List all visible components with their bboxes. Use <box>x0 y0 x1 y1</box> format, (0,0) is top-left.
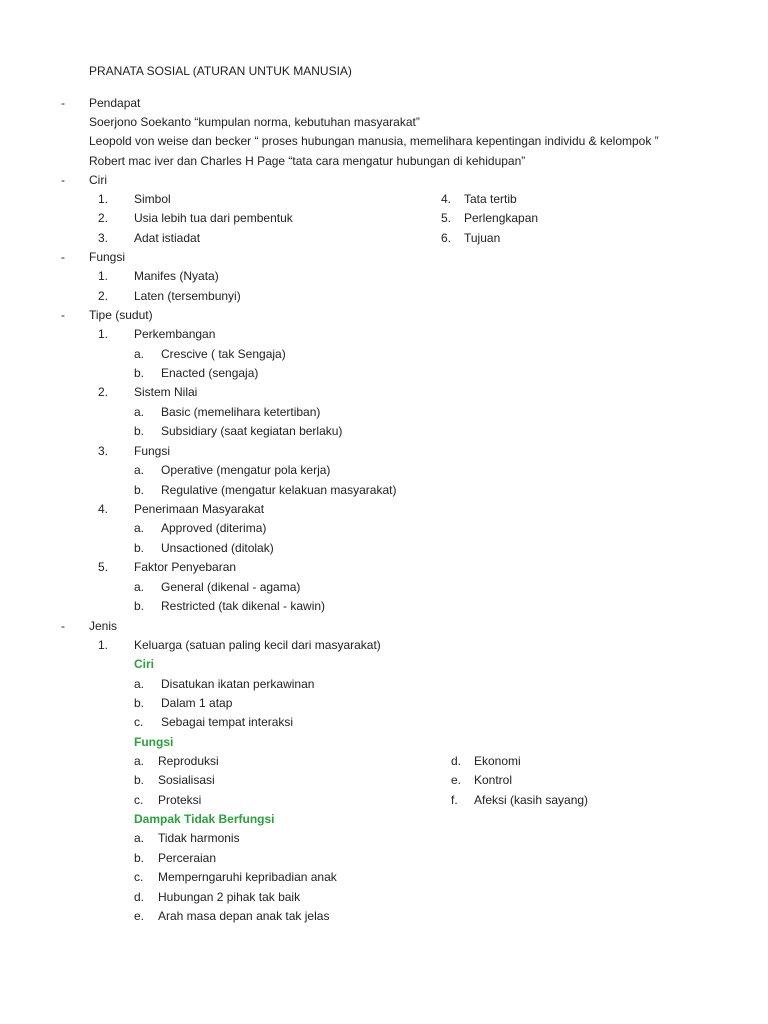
list-item: Sistem Nilai <box>134 385 198 399</box>
sub-letter: c. <box>134 715 144 729</box>
page-title: PRANATA SOSIAL (ATURAN UNTUK MANUSIA) <box>89 64 352 78</box>
sub-letter: a. <box>134 347 145 361</box>
sub-letter: a. <box>134 580 145 594</box>
sub-item: Operative (mengatur pola kerja) <box>161 463 331 477</box>
sub-item: Perceraian <box>158 851 217 865</box>
list-number: 3. <box>98 444 109 458</box>
list-number: 5. <box>98 560 109 574</box>
list-item: Manifes (Nyata) <box>134 269 219 283</box>
bullet-dash: - <box>61 619 65 633</box>
section-heading-fungsi: Fungsi <box>89 250 126 264</box>
list-item: Perlengkapan <box>464 211 539 225</box>
sub-letter: d. <box>134 890 145 904</box>
sub-letter: b. <box>134 599 145 613</box>
list-number: 1. <box>98 192 109 206</box>
sub-letter: a. <box>134 463 145 477</box>
sub-item: Subsidiary (saat kegiatan berlaku) <box>161 424 343 438</box>
sub-item: Ekonomi <box>474 754 521 768</box>
list-number: 1. <box>98 327 109 341</box>
sub-item: Tidak harmonis <box>158 831 240 845</box>
sub-letter: b. <box>134 541 145 555</box>
opinion-line: Leopold von weise dan becker “ proses hubungan manusia, memelihara kepentingan individu & kelompok ” <box>89 134 659 148</box>
sub-item: Dalam 1 atap <box>161 696 233 710</box>
sub-letter: a. <box>134 831 145 845</box>
bullet-dash: - <box>61 308 65 322</box>
subheading-ciri: Ciri <box>134 657 155 671</box>
list-number: 2. <box>98 211 109 225</box>
sub-item: Disatukan ikatan perkawinan <box>161 677 315 691</box>
list-number: 6. <box>441 231 452 245</box>
sub-item: Arah masa depan anak tak jelas <box>158 909 330 923</box>
sub-letter: b. <box>134 424 145 438</box>
sub-item: Enacted (sengaja) <box>161 366 259 380</box>
list-number: 2. <box>98 385 109 399</box>
sub-letter: c. <box>134 870 144 884</box>
sub-item: Unsactioned (ditolak) <box>161 541 274 555</box>
sub-item: Regulative (mengatur kelakuan masyarakat) <box>161 483 397 497</box>
list-number: 5. <box>441 211 452 225</box>
list-number: 1. <box>98 638 109 652</box>
opinion-line: Robert mac iver dan Charles H Page “tata cara mengatur hubungan di kehidupan” <box>89 154 526 168</box>
sub-item: Hubungan 2 pihak tak baik <box>158 890 301 904</box>
sub-item: Sebagai tempat interaksi <box>161 715 294 729</box>
section-heading-ciri: Ciri <box>89 173 107 187</box>
list-number: 2. <box>98 289 109 303</box>
list-item: Simbol <box>134 192 171 206</box>
sub-letter: b. <box>134 483 145 497</box>
list-item: Penerimaan Masyarakat <box>134 502 265 516</box>
sub-item: Approved (diterima) <box>161 521 267 535</box>
sub-item: Reproduksi <box>158 754 219 768</box>
sub-letter: a. <box>134 754 145 768</box>
sub-letter: d. <box>451 754 462 768</box>
sub-letter: c. <box>134 793 144 807</box>
sub-item: Crescive ( tak Sengaja) <box>161 347 286 361</box>
sub-item: Kontrol <box>474 773 513 787</box>
list-number: 4. <box>98 502 109 516</box>
list-item: Perkembangan <box>134 327 216 341</box>
list-number: 3. <box>98 231 109 245</box>
sub-letter: b. <box>134 851 145 865</box>
sub-letter: b. <box>134 696 145 710</box>
sub-item: General (dikenal - agama) <box>161 580 301 594</box>
sub-letter: a. <box>134 521 145 535</box>
list-item: Adat istiadat <box>134 231 201 245</box>
list-item: Usia lebih tua dari pembentuk <box>134 211 293 225</box>
opinion-line: Soerjono Soekanto “kumpulan norma, kebutuhan masyarakat” <box>89 115 420 129</box>
bullet-dash: - <box>61 250 65 264</box>
sub-item: Afeksi (kasih sayang) <box>474 793 589 807</box>
sub-item: Sosialisasi <box>158 773 215 787</box>
list-item: Keluarga (satuan paling kecil dari masyarakat) <box>134 638 381 652</box>
sub-item: Restricted (tak dikenal - kawin) <box>161 599 326 613</box>
list-item: Laten (tersembunyi) <box>134 289 241 303</box>
sub-letter: f. <box>451 793 458 807</box>
sub-letter: a. <box>134 677 145 691</box>
subheading-fungsi: Fungsi <box>134 735 174 749</box>
list-number: 4. <box>441 192 452 206</box>
sub-item: Proteksi <box>158 793 202 807</box>
sub-letter: e. <box>451 773 462 787</box>
sub-item: Memperngaruhi kepribadian anak <box>158 870 337 884</box>
section-heading-pendapat: Pendapat <box>89 96 141 110</box>
sub-letter: b. <box>134 366 145 380</box>
sub-letter: e. <box>134 909 145 923</box>
list-item: Fungsi <box>134 444 171 458</box>
sub-letter: a. <box>134 405 145 419</box>
list-item: Tata tertib <box>464 192 517 206</box>
list-number: 1. <box>98 269 109 283</box>
bullet-dash: - <box>61 173 65 187</box>
sub-letter: b. <box>134 773 145 787</box>
list-item: Tujuan <box>464 231 501 245</box>
sub-item: Basic (memelihara ketertiban) <box>161 405 321 419</box>
section-heading-tipe: Tipe (sudut) <box>89 308 153 322</box>
section-heading-jenis: Jenis <box>89 619 118 633</box>
list-item: Faktor Penyebaran <box>134 560 237 574</box>
bullet-dash: - <box>61 96 65 110</box>
subheading-dampak: Dampak Tidak Berfungsi <box>134 812 275 826</box>
